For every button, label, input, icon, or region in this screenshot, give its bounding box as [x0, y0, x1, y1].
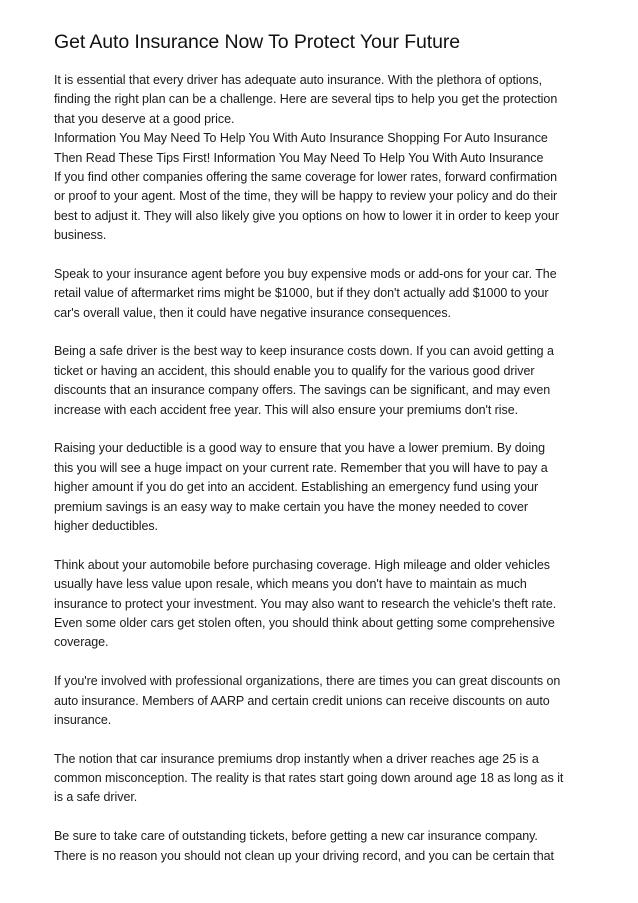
text-line: increase with each accident free year. This will also ensure your premiums don't rise.	[54, 402, 519, 417]
paragraph-gap	[54, 653, 594, 672]
text-line: Speak to your insurance agent before you buy expensive mods or add-ons for your car. The	[54, 266, 557, 281]
text-line: common misconception. The reality is that rates start going down around age 18 as long as it	[54, 771, 564, 786]
text-line: this you will see a huge impact on your current rate. Remember that you will have to pay a	[54, 460, 548, 475]
text-line: Even some older cars get stolen often, you should think about getting some comprehensive	[54, 615, 555, 630]
paragraph-gap	[54, 323, 594, 342]
text-line: finding the right plan can be a challenge. Here are several tips to help you get the protection	[54, 92, 558, 107]
text-line: Then Read These Tips First! Information You May Need To Help You With Auto Insurance	[54, 150, 544, 165]
text-line: insurance.	[54, 712, 112, 727]
text-line: higher amount if you do get into an accident. Establishing an emergency fund using your	[54, 480, 539, 495]
text-line: is a safe driver.	[54, 790, 138, 805]
paragraph	[54, 827, 594, 866]
text-line: ticket or having an accident, this should enable you to qualify for the various good driver	[54, 363, 535, 378]
paragraph-gap	[54, 246, 594, 265]
text-line: auto insurance. Members of AARP and certain credit unions can receive discounts on auto	[54, 693, 550, 708]
text-line: Think about your automobile before purchasing coverage. High mileage and older vehicles	[54, 557, 550, 572]
text-line: If you find other companies offering the same coverage for lower rates, forward confirmation	[54, 169, 558, 184]
paragraph	[54, 71, 594, 246]
document-body	[54, 71, 594, 866]
paragraph-gap	[54, 808, 594, 827]
text-line: best to adjust it. They will also likely give you options on how to lower it in order to keep your	[54, 208, 559, 223]
text-line: discounts that an insurance company offers. The savings can be significant, and may even	[54, 383, 551, 398]
paragraph	[54, 750, 594, 808]
text-line: premium savings is an easy way to make certain you have the money needed to cover	[54, 499, 528, 514]
text-line: Raising your deductible is a good way to ensure that you have a lower premium. By doing	[54, 441, 546, 456]
paragraph-gap	[54, 536, 594, 555]
text-line: coverage.	[54, 635, 109, 650]
paragraph	[54, 556, 594, 653]
text-line: insurance to protect your investment. You may also want to research the vehicle's theft rate.	[54, 596, 557, 611]
paragraph-gap	[54, 420, 594, 439]
text-line: car's overall value, then it could have negative insurance consequences.	[54, 305, 451, 320]
text-line: business.	[54, 228, 107, 243]
text-line: that you deserve at a good price.	[54, 111, 235, 126]
text-line: Information You May Need To Help You With Auto Insurance Shopping For Auto Insurance	[54, 131, 548, 146]
text-line: If you're involved with professional organizations, there are times you can great discounts on	[54, 674, 561, 689]
text-line: Be sure to take care of outstanding tickets, before getting a new car insurance company.	[54, 829, 538, 844]
paragraph	[54, 265, 594, 323]
text-line: retail value of aftermarket rims might be $1000, but if they don't actually add $1000 to your	[54, 286, 549, 301]
text-line: There is no reason you should not clean up your driving record, and you can be certain that	[54, 848, 554, 863]
page-title: Get Auto Insurance Now To Protect Your Future	[54, 31, 460, 53]
text-line: or proof to your agent. Most of the time, they will be happy to review your policy and do their	[54, 189, 558, 204]
text-line: It is essential that every driver has adequate auto insurance. With the plethora of options,	[54, 73, 543, 87]
text-line: The notion that car insurance premiums drop instantly when a driver reaches age 25 is a	[54, 751, 539, 766]
paragraph	[54, 342, 594, 420]
text-line: higher deductibles.	[54, 518, 158, 533]
paragraph-gap	[54, 730, 594, 749]
document-page	[54, 0, 594, 866]
text-line: usually have less value upon resale, which means you don't have to maintain as much	[54, 577, 527, 592]
paragraph	[54, 672, 594, 730]
paragraph	[54, 439, 594, 536]
text-line: Being a safe driver is the best way to keep insurance costs down. If you can avoid getting a	[54, 344, 554, 359]
